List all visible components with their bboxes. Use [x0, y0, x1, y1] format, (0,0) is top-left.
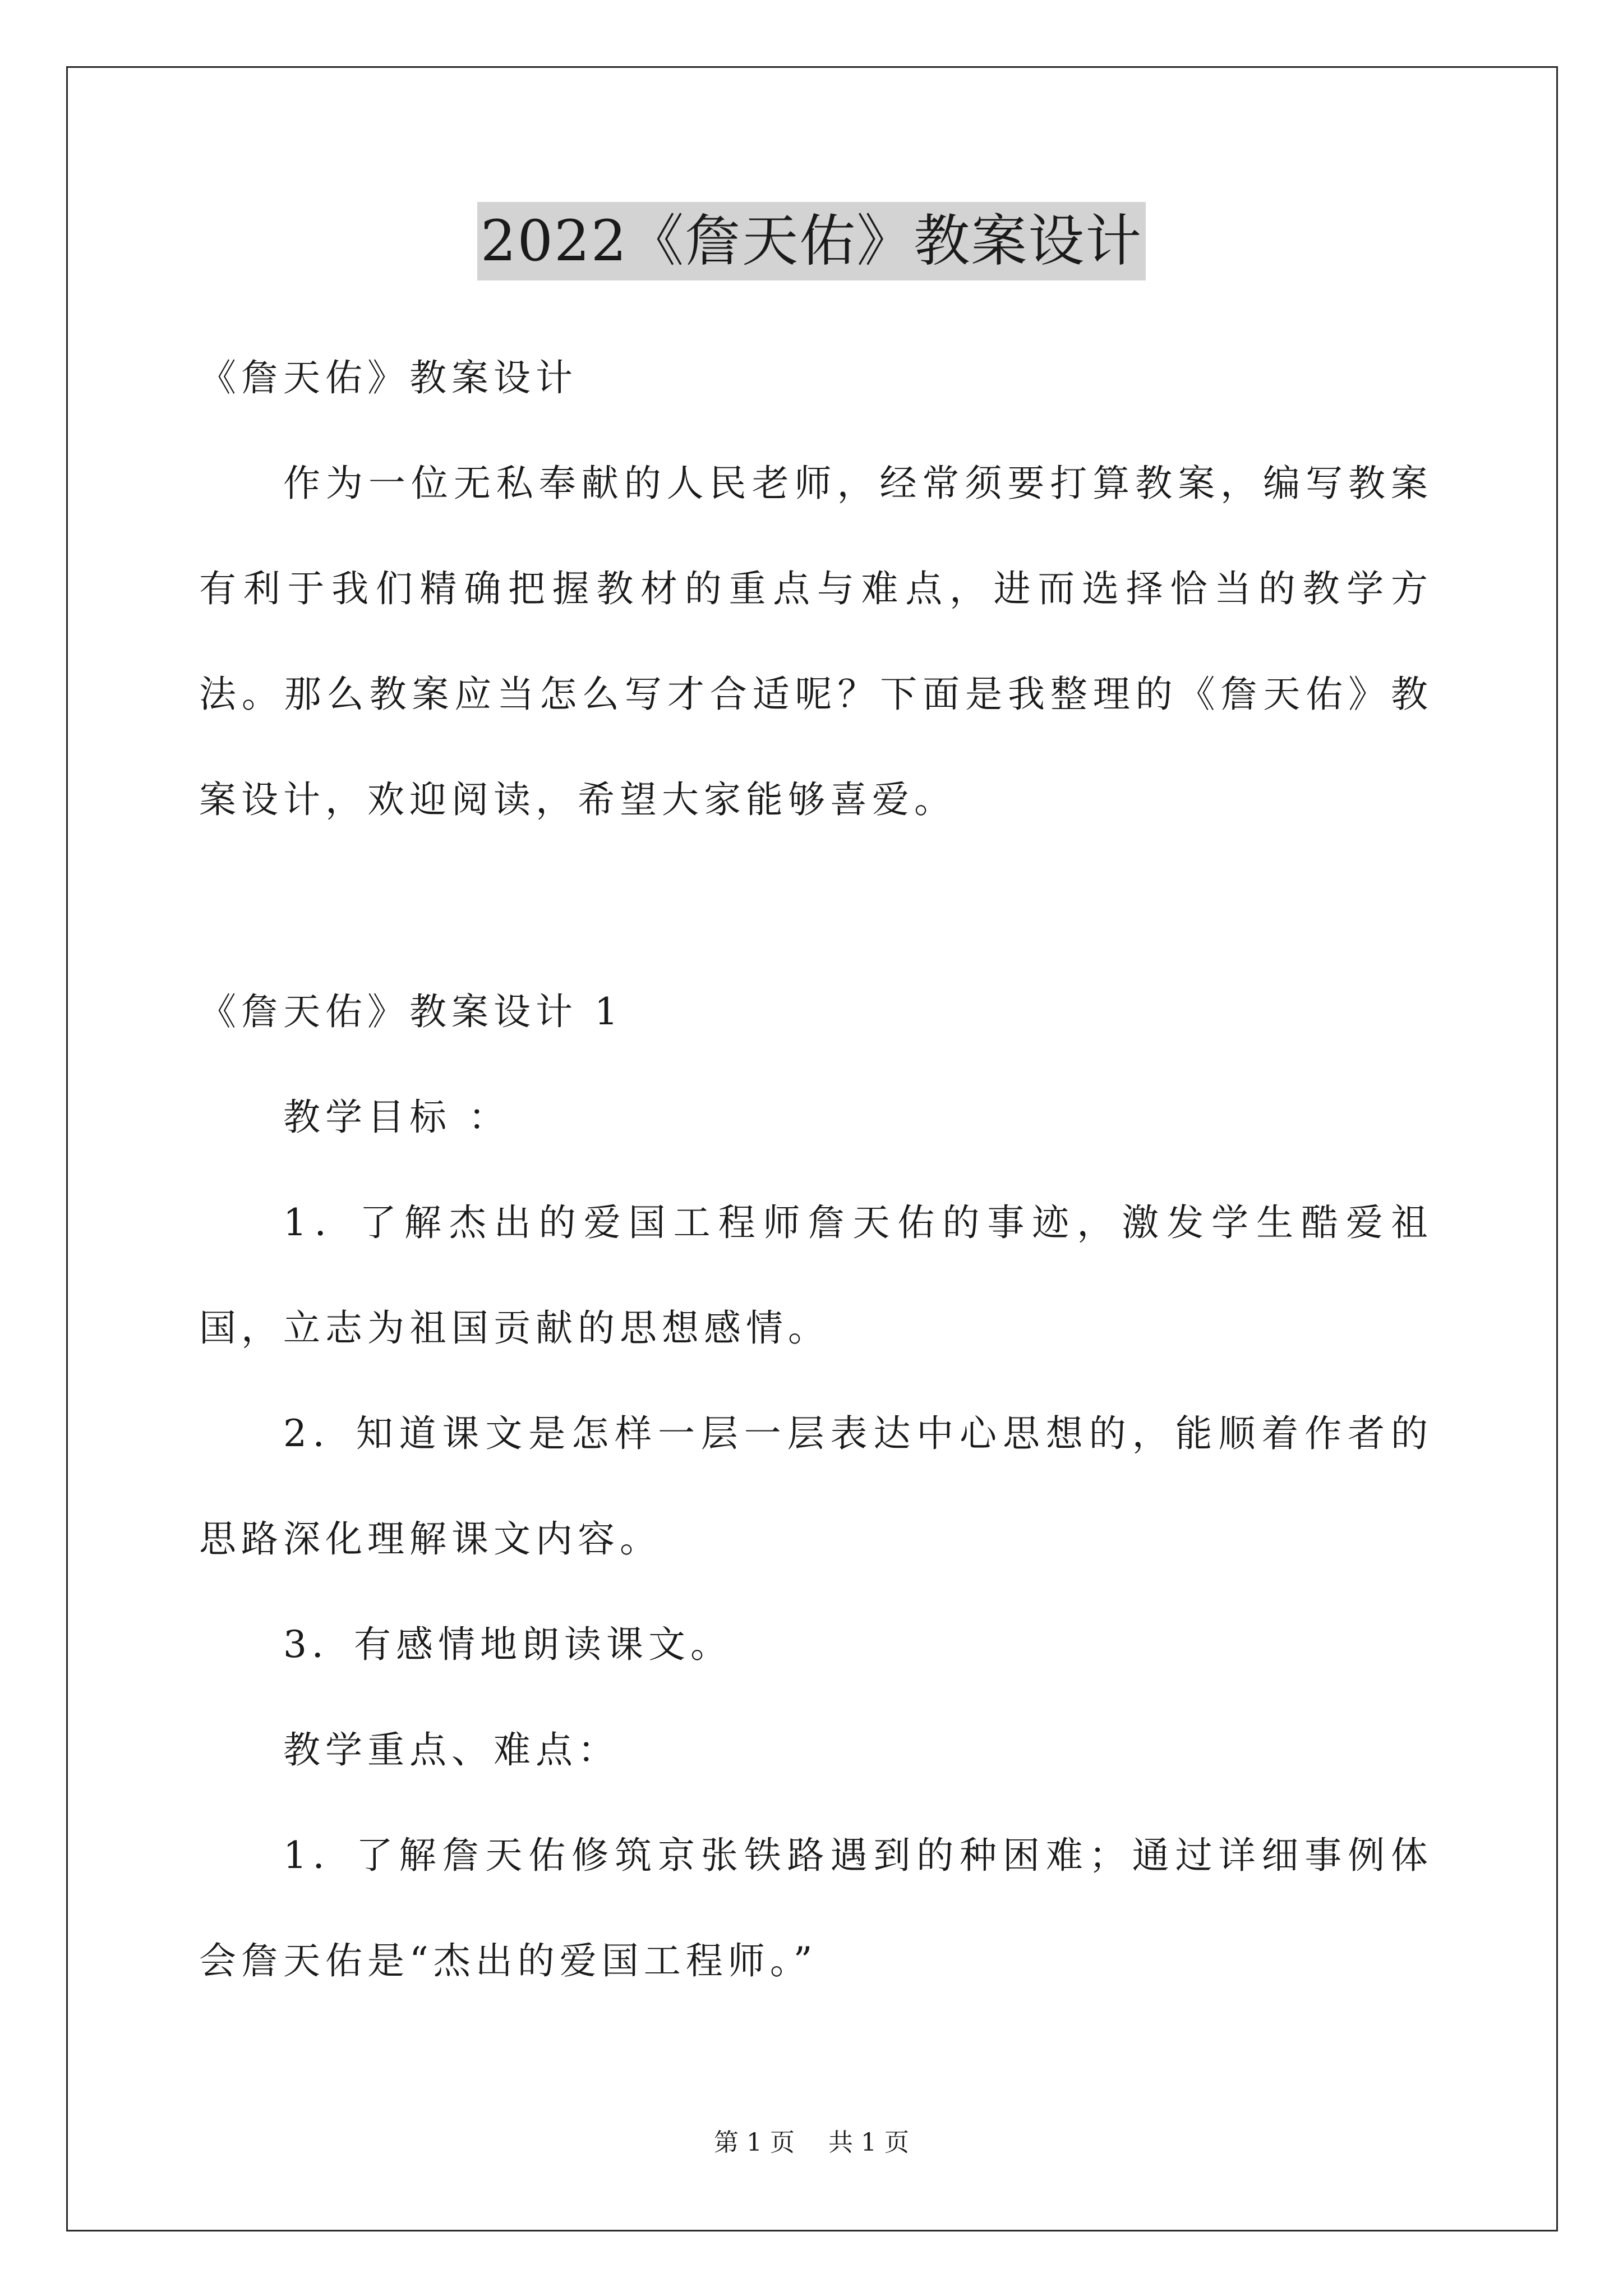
goal-item: 2．知道课文是怎样一层一层表达中心思想的，能顺着作者的思路深化理解课文内容。 [199, 1412, 1433, 1561]
key-point-item: 1．了解詹天佑修筑京张铁路遇到的种困难；通过详细事例体会詹天佑是“杰出的爱国工程师。” [199, 1834, 1433, 1982]
section-title: 《詹天佑》教案设计 1 [199, 990, 623, 1033]
document-body [199, 325, 1433, 2014]
title-container [0, 202, 1623, 280]
section-gap [199, 853, 1433, 959]
subtitle: 《詹天佑》教案设计 [199, 356, 578, 399]
page-footer [0, 2126, 1623, 2160]
key-points-heading: 教学重点、难点： [283, 1728, 620, 1772]
intro-paragraph: 作为一位无私奉献的人民老师，经常须要打算教案，编写教案有利于我们精确把握教材的重点与难点，进而选择恰当的教学方法。那么教案应当怎么写才合适呢？下面是我整理的《詹天佑》教案设计，欢迎阅读，希望大家能够喜爱。 [199, 462, 1433, 821]
goals-heading: 教学目标 ： [283, 1096, 510, 1139]
goal-item: 1．了解杰出的爱国工程师詹天佑的事迹，激发学生酷爱祖国，立志为祖国贡献的思想感情。 [199, 1201, 1433, 1350]
page-number: 第 1 页 [714, 2128, 795, 2157]
page-total: 共 1 页 [828, 2128, 909, 2157]
goal-item: 3．有感情地朗读课文。 [283, 1623, 732, 1666]
document-title: 2022《詹天佑》教案设计 [477, 202, 1146, 280]
